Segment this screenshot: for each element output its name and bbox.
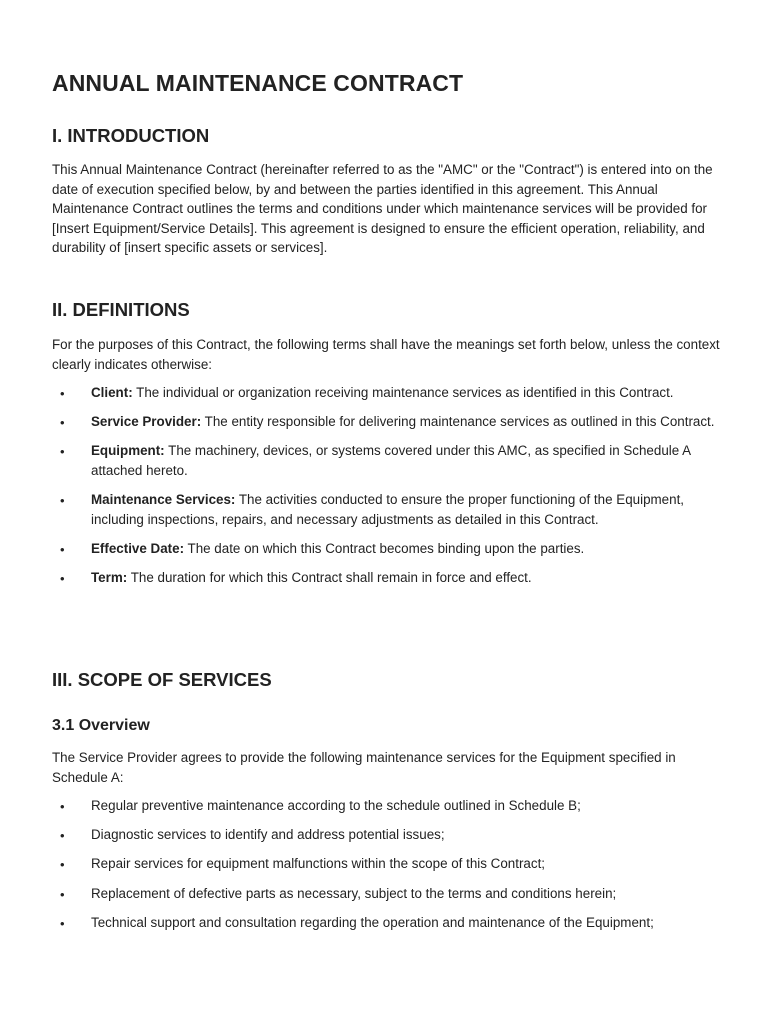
bullet-icon: •: [60, 857, 65, 873]
definitions-list: [52, 383, 722, 597]
service-text: Replacement of defective parts as necessary, subject to the terms and conditions herein;: [91, 885, 617, 901]
section-heading-introduction: I. INTRODUCTION: [52, 125, 210, 146]
definition-term: Term:: [91, 570, 128, 586]
services-list: [52, 796, 722, 942]
document-title: ANNUAL MAINTENANCE CONTRACT: [52, 70, 464, 96]
definition-text: The date on which this Contract becomes binding upon the parties.: [184, 540, 585, 556]
service-item: [52, 913, 722, 933]
overview-paragraph: The Service Provider agrees to provide the following maintenance services for the Equipment specified in Schedule A:: [52, 750, 676, 785]
bullet-icon: •: [60, 828, 65, 844]
service-item: [52, 796, 722, 816]
definition-item-maintenance-services: [52, 490, 722, 529]
service-text: Technical support and consultation regarding the operation and maintenance of the Equipment;: [91, 914, 654, 930]
definition-term: Equipment:: [91, 443, 165, 459]
definition-item-client: [52, 383, 722, 403]
bullet-icon: •: [60, 386, 65, 401]
definition-item-effective-date: [52, 539, 722, 559]
subsection-heading-overview: 3.1 Overview: [52, 717, 150, 734]
bullet-icon: •: [60, 886, 65, 902]
bullet-icon: •: [60, 541, 65, 557]
definition-item-service-provider: [52, 412, 722, 432]
service-item: [52, 884, 722, 904]
introduction-paragraph: This Annual Maintenance Contract (hereinafter referred to as the "AMC" or the "Contract") is entered into on the date of execution specified below, by and between the parties identified in this agreement. This Annual Maintenance Contract outlines the terms and conditions under which maintenance services will be provided for [Insert Equipment/Service Details]. This agreement is designed to ensure the efficient operation, reliability, and durability of [insert specific assets or services].: [52, 162, 713, 256]
definition-term: Service Provider:: [91, 414, 202, 430]
bullet-icon: •: [60, 415, 65, 431]
definition-item-term: [52, 568, 722, 588]
service-text: Diagnostic services to identify and address potential issues;: [91, 827, 445, 843]
bullet-icon: •: [60, 799, 65, 814]
service-text: Regular preventive maintenance according to the schedule outlined in Schedule B;: [91, 798, 581, 813]
service-item: [52, 854, 722, 874]
definition-text: The machinery, devices, or systems covered under this AMC, as specified in Schedule A attached hereto.: [91, 443, 691, 478]
definition-term: Client:: [91, 385, 133, 400]
section-heading-definitions: II. DEFINITIONS: [52, 299, 190, 320]
definition-text: The activities conducted to ensure the proper functioning of the Equipment, including inspections, repairs, and necessary adjustments as detailed in this Contract.: [91, 492, 685, 527]
service-item: [52, 825, 722, 845]
bullet-icon: •: [60, 444, 65, 460]
definition-term: Maintenance Services:: [91, 492, 236, 508]
definition-text: The duration for which this Contract shall remain in force and effect.: [127, 570, 532, 586]
bullet-icon: •: [60, 915, 65, 931]
bullet-icon: •: [60, 493, 65, 509]
definition-text: The entity responsible for delivering maintenance services as outlined in this Contract.: [201, 414, 715, 430]
definition-item-equipment: [52, 441, 722, 480]
service-text: Repair services for equipment malfunctions within the scope of this Contract;: [91, 856, 546, 872]
section-heading-scope-of-services: III. SCOPE OF SERVICES: [52, 669, 272, 690]
definitions-paragraph: For the purposes of this Contract, the following terms shall have the meanings set forth below, unless the context clearly indicates otherwise:: [52, 337, 720, 372]
definition-text: The individual or organization receiving maintenance services as identified in this Contract.: [132, 385, 674, 400]
bullet-icon: •: [60, 571, 65, 587]
definition-term: Effective Date:: [91, 540, 185, 556]
